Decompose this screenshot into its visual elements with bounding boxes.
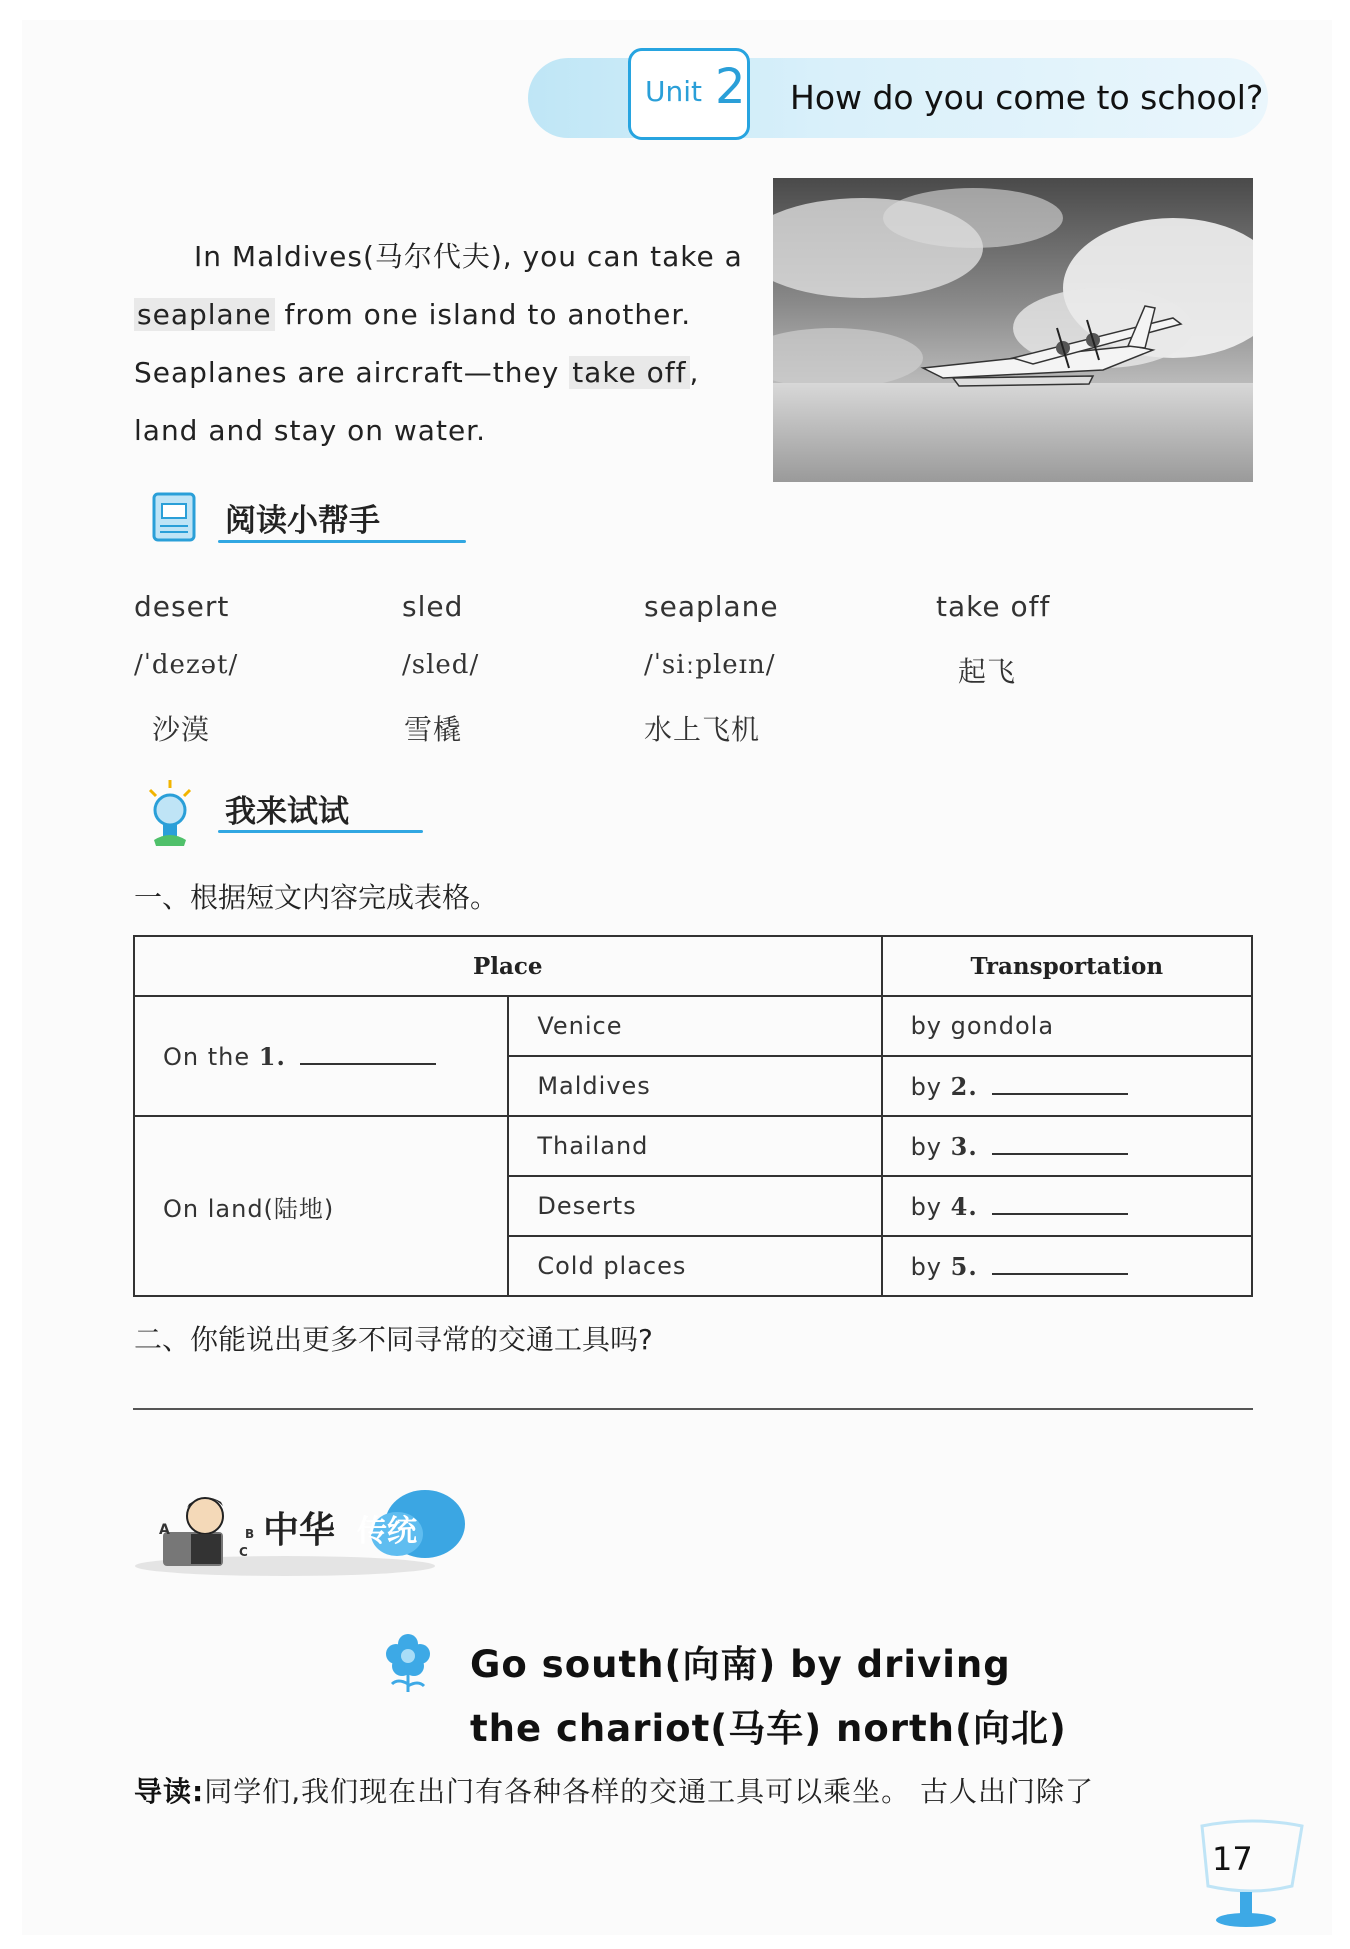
passage-text-3: , land and stay on water. [134,356,700,447]
group-label-1: On the [163,1042,251,1071]
intro-body: 同学们,我们现在出门有各种各样的交通工具可以乘坐。 古人出门除了 [204,1775,1095,1808]
passage-text-1: In Maldives(马尔代夫), you can take a [194,240,743,273]
transport-prefix: by [910,1132,942,1161]
svg-text:B: B [245,1527,255,1541]
place-cell: Deserts [508,1176,881,1236]
answer-blank-5[interactable] [992,1273,1128,1275]
try-it-title: 我来试试 [225,794,349,830]
page-number: 17 [1212,1840,1253,1878]
vocab-word-4: take off [936,590,1051,623]
lightbulb-icon [144,778,196,852]
seaplane-photo [773,178,1253,482]
highlight-take-off: take off [569,356,689,389]
vocab-word-1: desert [134,590,230,623]
passage-text-2: from one island to another. Seaplanes are aircraft—they [134,298,692,389]
reading-helper-title: 阅读小帮手 [225,503,380,539]
tradition-badge-text: 中华 [263,1510,336,1551]
transport-prefix: by [910,1072,942,1101]
place-cell: Thailand [508,1116,881,1176]
transport-prefix: by [910,1192,942,1221]
passage [134,228,746,460]
tradition-title-line-2: the chariot(马车) north(向北) [470,1707,1067,1750]
svg-text:A: A [159,1522,170,1538]
group-cell-1 [134,996,508,1116]
transport-cell: by gondola [882,996,1252,1056]
col-header-transportation: Transportation [882,936,1252,996]
blank-number-2: 2. [950,1071,978,1101]
col-header-place: Place [134,936,882,996]
place-cell: Maldives [508,1056,881,1116]
question-2: 二、你能说出更多不同寻常的交通工具吗? [134,1323,653,1356]
vocab-meaning-4: 起飞 [958,655,1017,688]
blank-number-4: 4. [950,1191,978,1221]
try-it-underline [218,830,423,833]
blank-number-5: 5. [950,1251,978,1281]
answer-line[interactable] [133,1408,1253,1410]
unit-number: 2 [715,59,746,115]
answer-blank-1[interactable] [300,1063,436,1065]
vocab-meaning-1: 沙漠 [152,713,211,746]
tradition-badge [135,1482,475,1578]
answer-blank-4[interactable] [992,1213,1128,1215]
vocab-phonetic-1: /ˈdezət/ [134,650,239,680]
flower-icon [382,1630,434,1700]
intro-label: 导读: [134,1775,205,1808]
transport-cell [882,1236,1252,1296]
blank-number-1: 1. [258,1041,286,1071]
vocab-phonetic-3: /ˈsiːpleɪn/ [644,650,776,680]
place-cell: Venice [508,996,881,1056]
blank-number-3: 3. [950,1131,978,1161]
vocab-meaning-3: 水上飞机 [644,713,761,746]
answer-blank-2[interactable] [992,1093,1128,1095]
transport-cell [882,1056,1252,1116]
vocab-meaning-2: 雪橇 [404,713,463,746]
tradition-badge-bubble: 传统 [357,1514,417,1549]
unit-word: Unit [645,75,702,108]
unit-title: How do you come to school? [790,78,1264,117]
svg-text:C: C [239,1545,248,1559]
vocab-phonetic-2: /sled/ [402,650,480,680]
vocab-word-2: sled [402,590,464,623]
reading-helper-underline [218,540,466,543]
tradition-title-line-1: Go south(向南) by driving [470,1643,1011,1686]
answer-blank-3[interactable] [992,1153,1128,1155]
table-row [134,1116,1252,1176]
transport-table [133,935,1253,1297]
highlight-seaplane: seaplane [134,298,275,331]
place-cell: Cold places [508,1236,881,1296]
question-1: 一、根据短文内容完成表格。 [134,881,499,914]
table-row [134,996,1252,1056]
transport-prefix: by [910,1252,942,1281]
unit-badge [628,48,750,140]
group-cell-2: On land(陆地) [134,1116,508,1296]
intro-text [134,1770,1094,1810]
transport-cell [882,1176,1252,1236]
vocab-word-3: seaplane [644,590,779,623]
transport-cell [882,1116,1252,1176]
book-icon [150,490,200,550]
